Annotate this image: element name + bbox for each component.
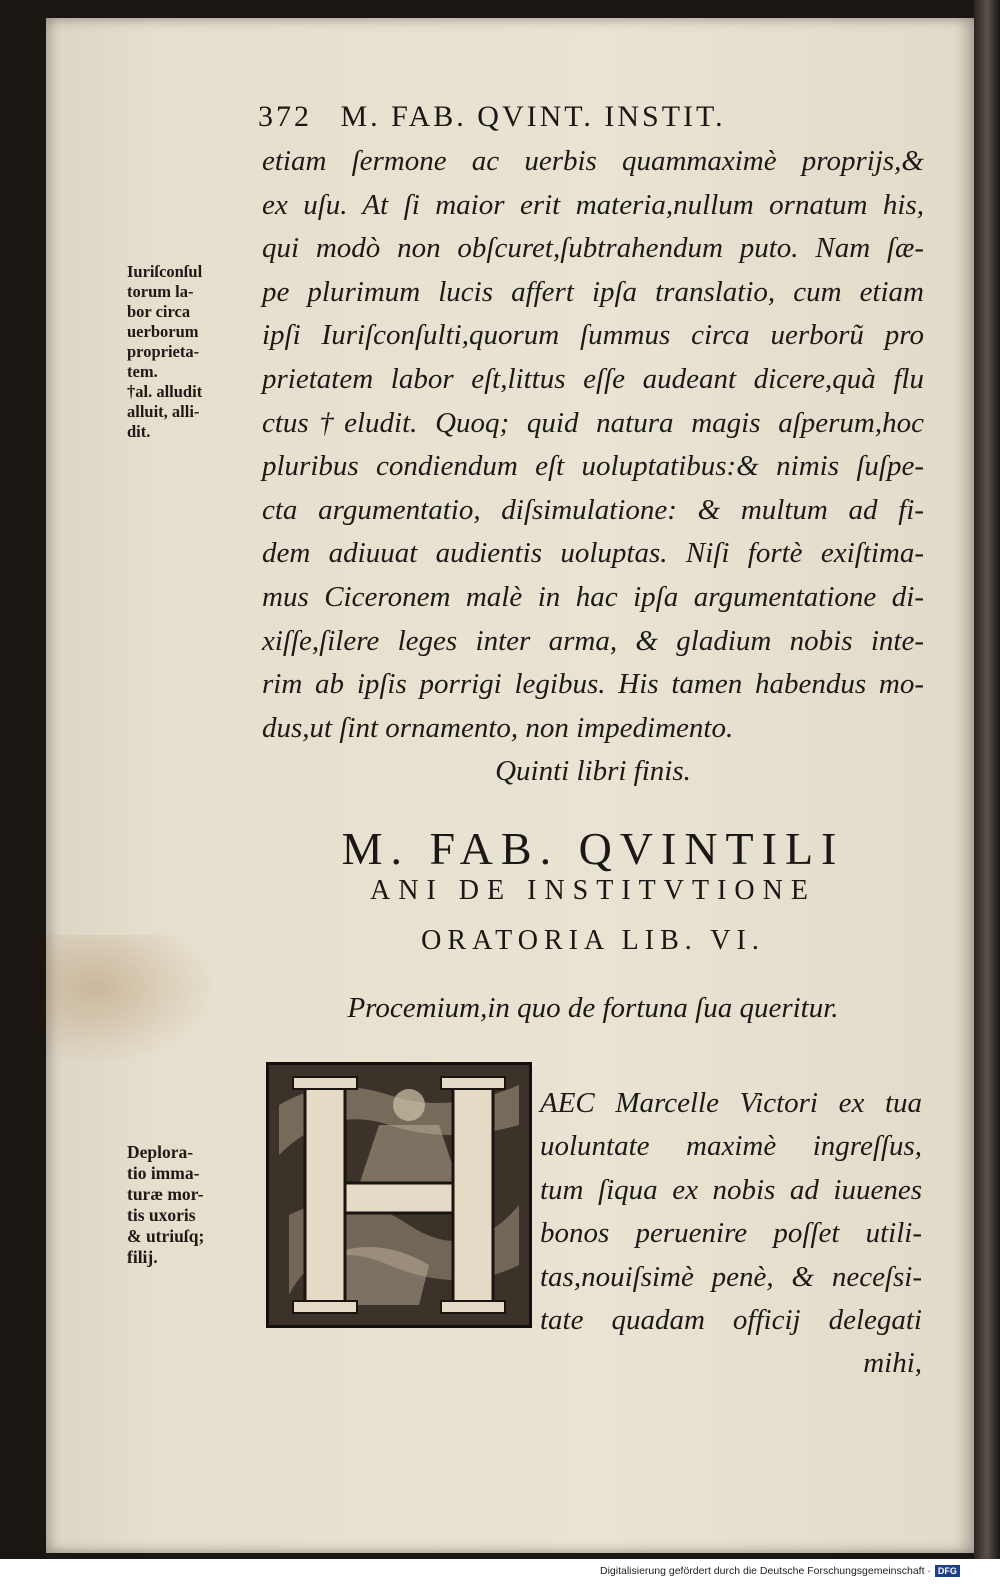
body-line: prietatem labor eſt,littus eſſe audeant dicere,quà flu: [262, 362, 924, 395]
chapter-line: AEC Marcelle Victori ex tua: [540, 1087, 922, 1119]
margin-note-line: alluit, alli-: [127, 402, 200, 421]
body-text: [262, 140, 924, 794]
margin-note-line: Deplora-: [127, 1142, 194, 1162]
body-line: mus Ciceronem malè in hac ipſa argumentatione di-: [262, 580, 924, 613]
footer-bar: [0, 1559, 600, 1587]
margin-note-line: †al. alludit: [127, 382, 203, 401]
margin-note-line: filij.: [127, 1247, 158, 1267]
margin-note-line: tio imma-: [127, 1163, 200, 1183]
paper-stain: [46, 935, 216, 1065]
body-line: ctus†eludit. Quoq; quid natura magis aſperum,hoc: [262, 406, 924, 439]
book-title-line-2: ANI DE INSTITVTIONE: [370, 875, 816, 906]
running-header: [258, 100, 888, 134]
body-line: rim ab ipſis porrigi legibus. His tamen habendus mo-: [262, 668, 924, 701]
margin-note-line: tis uxoris: [127, 1205, 196, 1225]
decorated-initial: [266, 1062, 532, 1328]
digitization-credit: [600, 1559, 1000, 1587]
chapter-line: tate quadam officij delegati: [540, 1304, 922, 1337]
body-line: etiam ſermone ac uerbis quammaximè proprijs,&: [262, 145, 924, 177]
book-title-line-3: ORATORIA LIB. VI.: [421, 925, 765, 956]
margin-note-line: torum la-: [127, 282, 194, 301]
chapter-text: [540, 1082, 922, 1386]
book-title-line-1: M. FAB. QVINTILI: [341, 823, 845, 874]
book-spine: [974, 0, 1000, 1560]
body-line: pluribus condiendum eſt uoluptatibus:& nimis ſuſpe-: [262, 450, 924, 483]
margin-note-deploratio: [127, 1142, 262, 1268]
margin-note-line: & utriuſq;: [127, 1226, 205, 1246]
credit-text: Digitalisierung gefördert durch die Deutsche Forschungsgemeinschaft ·: [600, 1565, 931, 1577]
woodcut-initial-icon: [269, 1065, 529, 1325]
proem-heading: Procemium,in quo de fortuna ſua queritur.: [347, 992, 839, 1024]
page-number: 372: [258, 100, 312, 133]
margin-note-line: bor circa: [127, 302, 191, 321]
body-line: ipſi Iuriſconſulti,quorum ſummus circa uerborũ pro: [262, 319, 924, 352]
body-line: dus,ut ſint ornamento, non impedimento.: [262, 711, 734, 744]
dfg-logo-icon: DFG: [935, 1565, 960, 1577]
chapter-line: tas,nouiſsimè penè, & neceſsi-: [540, 1260, 922, 1293]
body-line: cta argumentatio, diſsimulatione: & multum ad fi-: [262, 493, 924, 526]
chapter-line: uoluntate maximè ingreſſus,: [540, 1130, 922, 1163]
margin-note-line: dit.: [127, 422, 151, 441]
margin-note-line: turæ mor-: [127, 1184, 204, 1204]
chapter-line: mihi,: [863, 1347, 922, 1380]
chapter-line: bonos peruenire poſſet utili-: [540, 1217, 922, 1250]
body-line: pe plurimum lucis affert ipſa translatio, cum etiam: [262, 275, 924, 308]
body-line: ex uſu. At ſi maior erit materia,nullum ornatum his,: [262, 188, 924, 221]
body-line: dem adiuuat audientis uoluptas. Niſi fortè exiſtima-: [262, 537, 924, 570]
body-line: xiſſe,ſilere leges inter arma, & gladium nobis inte-: [262, 624, 924, 657]
book-end-line: Quinti libri finis.: [495, 755, 691, 788]
margin-note-line: uerborum: [127, 322, 199, 341]
running-title: M. FAB. QVINT. INSTIT.: [340, 100, 726, 133]
margin-note-jurisconsults: [127, 262, 262, 442]
margin-note-line: Iuriſconſul: [127, 262, 203, 281]
chapter-line: tum ſiqua ex nobis ad iuuenes: [540, 1173, 922, 1206]
margin-note-line: tem.: [127, 362, 158, 381]
body-line: qui modò non obſcuret,ſubtrahendum puto. Nam ſæ-: [262, 232, 924, 265]
margin-note-line: proprieta-: [127, 342, 200, 361]
